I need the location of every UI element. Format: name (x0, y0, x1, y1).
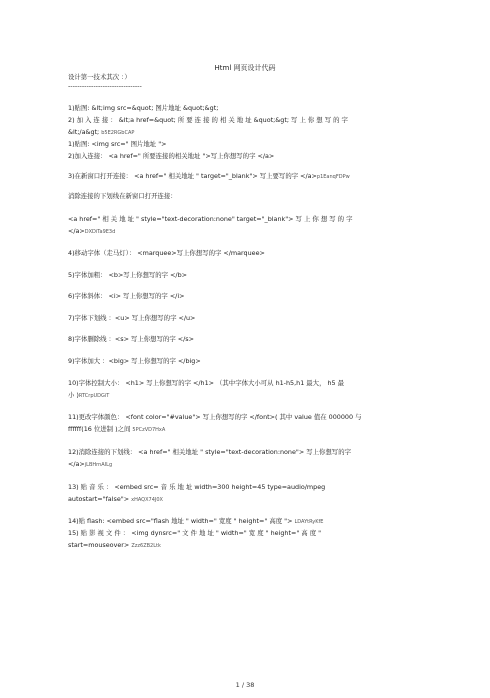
text-line: 5)字体加粗： <b>写上你想写的字 </b> (68, 271, 187, 279)
separator-line: -------------------------------- (68, 82, 142, 90)
text-line: 4)移动字体（走马灯）： <marquee>写上你想写的字 </marquee> (68, 249, 265, 257)
text-line: autostart="false"> xHAQX74J0X (68, 495, 163, 503)
text-line: </a>jLBHrnAILg (68, 460, 113, 468)
text-line: start=mouseover> Zzz6ZB2Ltk (68, 541, 161, 549)
text-line: 6)字体斜体： <i> 写上你想写的字 </i> (68, 292, 185, 300)
text-line: 设计第一技术其次 ：） (68, 73, 131, 81)
text-line: 2) 加 入 连 接 ： &lt;a href=&quot; 所 要 连 接 的 相 关 地 址 &quot;&gt; 写 上 你 想 写 的 字 (68, 116, 348, 124)
text-line: 11)更改字体颜色： <font color="#value"> 写上你想写的字 </font>( 其中 value 值在 000000 与 (68, 413, 362, 421)
text-line: 9)字体加大 ：<big> 写上你想写的字 </big> (68, 357, 201, 365)
text-line: 7)字体下划线 ：<u> 写上你想写的字 </u> (68, 314, 196, 322)
text-line: 1)贴图: &lt;img src=&quot; 图片地址 &quot;&gt; (68, 104, 219, 112)
text-line: 2)加入连接： <a href=" 所要连接的相关地址 ">写上你想写的字 </a> (68, 152, 275, 160)
page-number: 1 / 38 (235, 681, 255, 689)
code-mark: b5E2RGbCAP (101, 130, 135, 136)
text-line: <a href=" 相 关 地 址 " style="text-decoration:none" target="_blank"> 写 上 你 想 写 的 字 (68, 215, 353, 223)
code-mark: DXDiTa9E3d (84, 229, 116, 235)
text-line: &lt;/a&gt; b5E2RGbCAP (68, 128, 135, 136)
text-line: 3)在新窗口打开连接： <a href=" 相关地址 " target="_blank"> 写上要写的字 </a>p1EanqFDPw (68, 172, 350, 180)
text-line: 13) 贴 音 乐 ： <embed src= 音 乐 地 址 width=300 height=45 type=audio/mpeg (68, 483, 326, 491)
text-line: 12)消除连接的下划线： <a href=" 相关地址 " style="text-decoration:none"> 写上你想写的字 (68, 448, 351, 456)
text-line: 10)字体控制大小： <h1> 写上你想写的字 </h1> （其中字体大小可从 h1-h5,h1 最大， h5 最 (68, 379, 345, 387)
code-mark: LDAYtRyKfE (294, 519, 324, 525)
text-line: 8)字体删除线 ：<s> 写上你想写的字 </s> (68, 335, 194, 343)
text-line: ffffff(16 位进制 )之间 5PCzVD7HxA (68, 425, 166, 433)
code-mark: p1EanqFDPw (316, 174, 350, 180)
text-line: 消除连接的下划线在新窗口打开连接： (68, 192, 177, 200)
text-line: 1)贴图: <img src=" 图片地址 "> (68, 140, 167, 148)
page-title: Html 网页设计代码 (214, 64, 276, 72)
text-line: 14)贴 flash: <embed src="flash 地址 " width=" 宽度 " height=" 高度 "> LDAYtRyKfE (68, 517, 324, 525)
text-line: 小 )RTCrpUDGiT (68, 391, 110, 399)
code-mark: Zzz6ZB2Ltk (131, 543, 161, 549)
code-mark: RTCrpUDGiT (78, 393, 110, 399)
code-mark: jLBHrnAILg (84, 462, 113, 468)
code-mark: 5PCzVD7HxA (132, 427, 166, 433)
text-line: 15) 贴 影 视 文 件 ： <img dynsrc=" 文 件 地 址 " width=" 宽 度 " height=" 高 度 " (68, 529, 322, 537)
text-line: </a>DXDiTa9E3d (68, 227, 116, 235)
code-mark: xHAQX74J0X (131, 497, 163, 503)
